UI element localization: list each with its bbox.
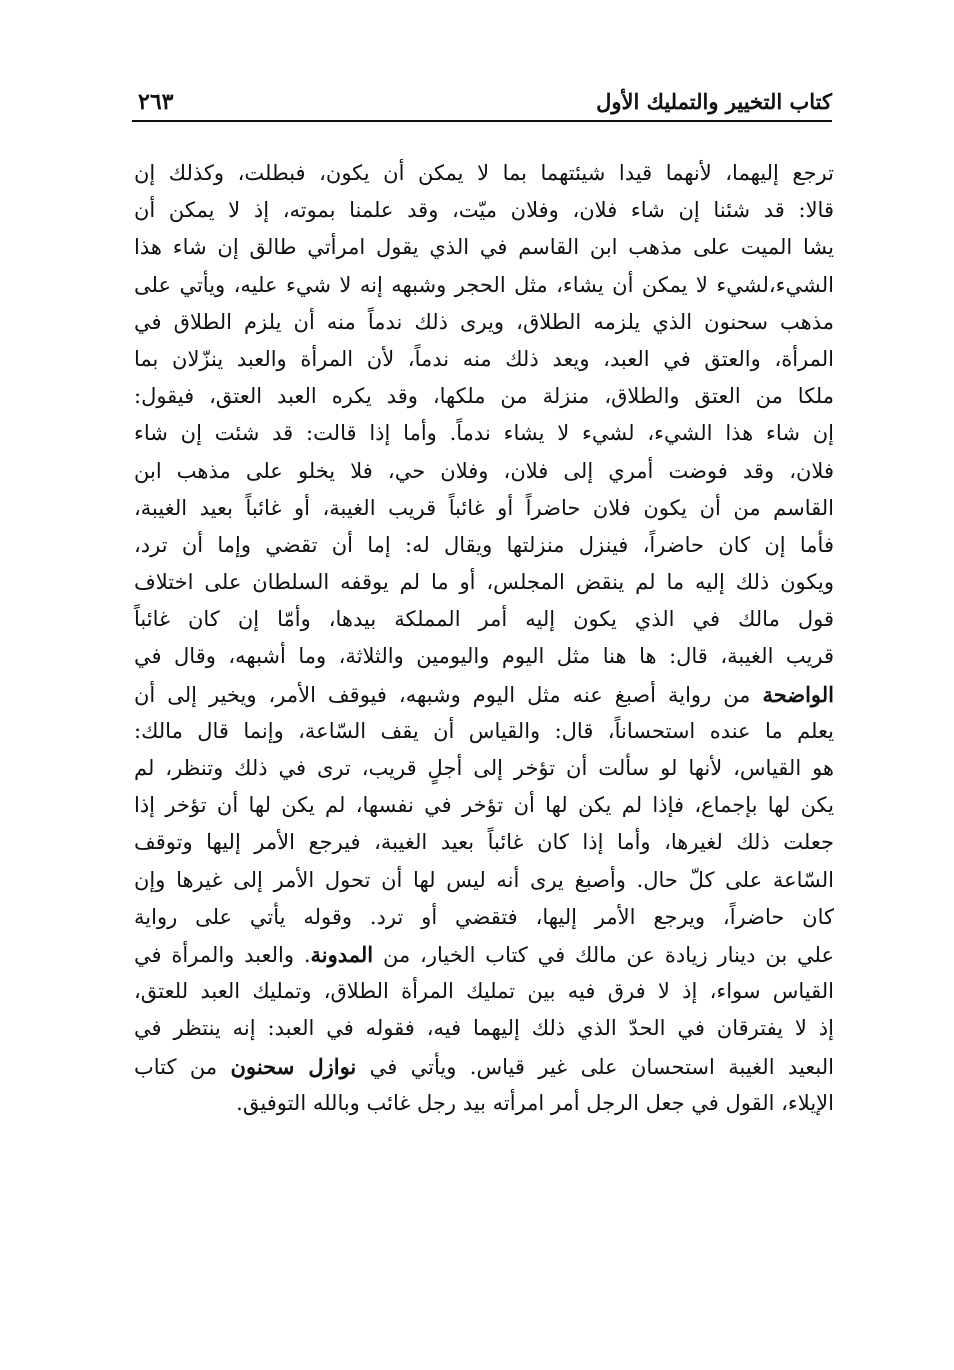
text-line: قريب الغيبة، قال: ها هنا مثل اليوم واليومين والثلاثة، وما أشبهه، وقال في	[134, 644, 834, 669]
bold-term: الواضحة	[762, 681, 834, 707]
text-line: مذهب سحنون الذي يلزمه الطلاق، ويرى ذلك ندماً منه أن يلزم الطلاق في	[134, 309, 834, 334]
text-line: فأما إن كان حاضراً، فينزل منزلتها ويقال له: إما أن تقضي وإما أن ترد،	[134, 532, 834, 557]
body-text	[134, 155, 834, 1122]
text-line: يعلم ما عنده استحساناً، قال: والقياس أن يقف السّاعة، وإنما قال مالك:	[134, 718, 834, 743]
bold-term: المدونة	[310, 941, 374, 967]
text-line: القياس سواء، إذ لا فرق فيه بين تمليك المرأة الطلاق، وتمليك العبد للعتق،	[134, 979, 834, 1004]
text-line: علي بن دينار زيادة عن مالك في كتاب الخيار، من المدونة. والعبد والمرأة في	[134, 941, 834, 967]
text-line: الواضحة من رواية أصبغ عنه مثل اليوم وشبهه، فيوقف الأمر، ويخير إلى أن	[134, 681, 834, 707]
text-line: قول مالك في الذي يكون إليه أمر المملكة بيدها، وأمّا إن كان غائباً	[134, 607, 834, 632]
text-line: كان حاضراً، ويرجع الأمر إليها، فتقضي أو ترد. وقوله يأتي على رواية	[134, 904, 834, 929]
running-title: كتاب التخيير والتمليك الأول	[596, 89, 832, 114]
page-header	[132, 88, 832, 120]
text-line: ترجع إليهما، لأنهما قيدا شيئتهما بما لا يمكن أن يكون، فبطلت، وكذلك إن	[134, 161, 834, 185]
text-line: إذ لا يفترقان في الحدّ الذي ذلك إليهما فيه، فقوله في العبد: إنه ينتظر في	[134, 1016, 834, 1041]
text-line: المرأة، والعتق في العبد، ويعد ذلك منه ندماً، لأن المرأة والعبد ينزّلان بما	[134, 346, 834, 371]
header-rule	[132, 120, 832, 122]
text-line: فلان، وقد فوضت أمري إلى فلان، وفلان حي، فلا يخلو على مذهب ابن	[134, 458, 834, 483]
text-line: قالا: قد شئنا إن شاء فلان، وفلان ميّت، وقد علمنا بموته، إذ لا يمكن أن	[134, 198, 834, 223]
text-line: يشا الميت على مذهب ابن القاسم في الذي يقول امرأتي طالق إن شاء هذا	[134, 235, 834, 260]
text-line: جعلت ذلك لغيرها، وأما إذا كان غائباً بعيد الغيبة، فيرجع الأمر إليها وتوقف	[134, 830, 834, 855]
text-line: ملكا من العتق والطلاق، منزلة من ملكها، وقد يكره العبد العتق، فيقول:	[134, 384, 834, 409]
page-number: ٢٦٣	[138, 89, 174, 115]
text-line: القاسم من أن يكون فلان حاضراً أو غائباً قريب الغيبة، أو غائباً بعيد الغيبة،	[134, 495, 834, 520]
text-line: هو القياس، لأنها لو سألت أن تؤخر إلى أجلٍ قريب، ترى في ذلك وتنظر، لم	[134, 756, 834, 780]
text-line: إن شاء هذا الشيء، لشيء لا يشاء ندماً. وأما إذا قالت: قد شئت إن شاء	[134, 421, 834, 446]
text-line: البعيد الغيبة استحسان على غير قياس. ويأتي في نوازل سحنون من كتاب	[134, 1053, 834, 1079]
text-line: يكن لها بإجماع، فإذا لم يكن لها أن تؤخر في نفسها، لم يكن لها أن تؤخر إذا	[134, 793, 834, 818]
text-line: ويكون ذلك إليه ما لم ينقض المجلس، أو ما لم يوقفه السلطان على اختلاف	[134, 570, 834, 595]
text-line: الشيء،لشيء لا يمكن أن يشاء، مثل الحجر وشبهه إنه لا شيء عليه، ويأتي على	[134, 272, 834, 297]
bold-term: نوازل سحنون	[230, 1053, 357, 1079]
text-line: السّاعة على كلّ حال. وأصبغ يرى أنه ليس لها أن تحول الأمر إلى غيرها وإن	[134, 867, 834, 892]
text-line: الإيلاء، القول في جعل الرجل أمر امرأته بيد رجل غائب وبالله التوفيق.	[236, 1090, 834, 1115]
